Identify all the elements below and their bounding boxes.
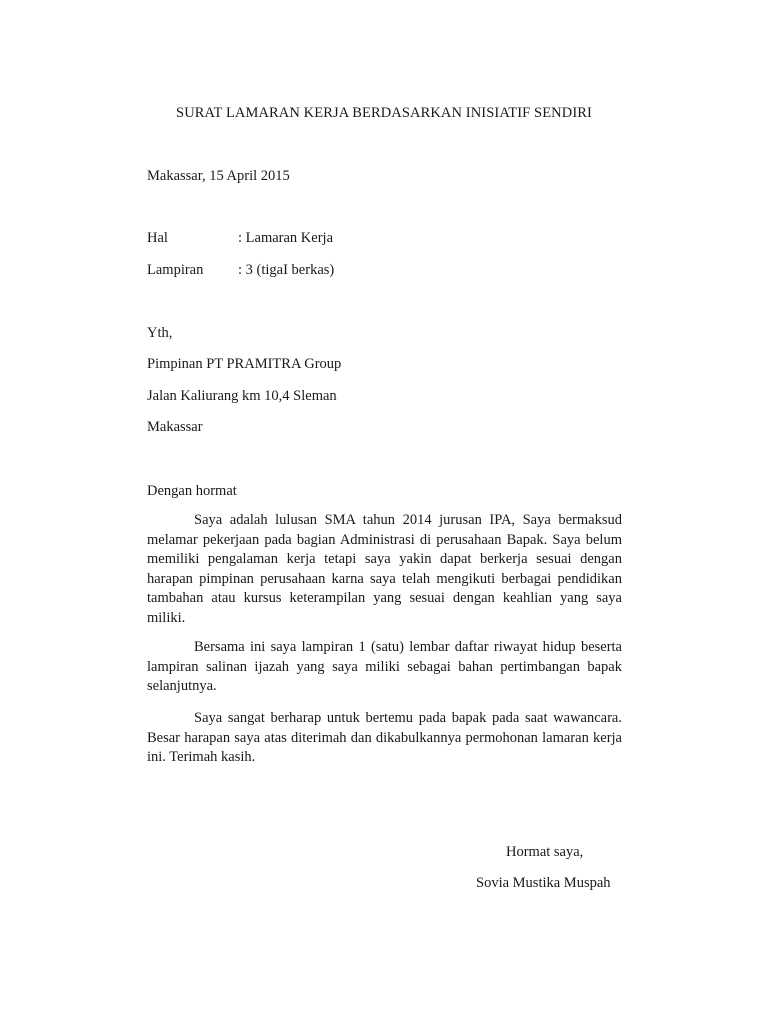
closing: Hormat saya,	[506, 844, 584, 860]
hal-label: Hal	[147, 230, 168, 246]
recipient-salutation: Yth,	[147, 325, 173, 341]
lampiran-value: : 3 (tigaI berkas)	[238, 262, 335, 278]
recipient-line-1: Pimpinan PT PRAMITRA Group	[147, 356, 342, 372]
body-paragraph-3: Saya sangat berharap untuk bertemu pada bapak pada saat wawancara. Besar harapan saya atas diterimah dan dikabulkannya permohonan lamaran kerja ini. Terimah kasih.	[147, 710, 622, 766]
place-date: Makassar, 15 April 2015	[147, 168, 290, 184]
hal-value: : Lamaran Kerja	[238, 230, 334, 246]
body-paragraph-2: Bersama ini saya lampiran 1 (satu) lembar daftar riwayat hidup beserta lampiran salinan ijazah yang saya miliki sebagai bahan pertimbangan bapak selanjutnya.	[147, 639, 622, 695]
recipient-line-2: Jalan Kaliurang km 10,4 Sleman	[147, 388, 337, 404]
letter-title: SURAT LAMARAN KERJA BERDASARKAN INISIATIF SENDIRI	[176, 105, 592, 121]
signer-name: Sovia Mustika Muspah	[476, 875, 611, 891]
lampiran-label: Lampiran	[147, 262, 204, 278]
recipient-line-3: Makassar	[147, 419, 203, 435]
body-paragraph-1: Saya adalah lulusan SMA tahun 2014 jurusan IPA, Saya bermaksud melamar pekerjaan pada bagian Administrasi di perusahaan Bapak. Saya belum memiliki pengalaman kerja tetapi saya yakin dapat berkerja sesuai dengan harapan pimpinan perusahaan karna saya telah mengikuti berbagai pendidikan tambahan atau kursus keterampilan yang sesuai dengan keahlian yang saya miliki.	[147, 512, 622, 626]
greeting: Dengan hormat	[147, 483, 237, 499]
